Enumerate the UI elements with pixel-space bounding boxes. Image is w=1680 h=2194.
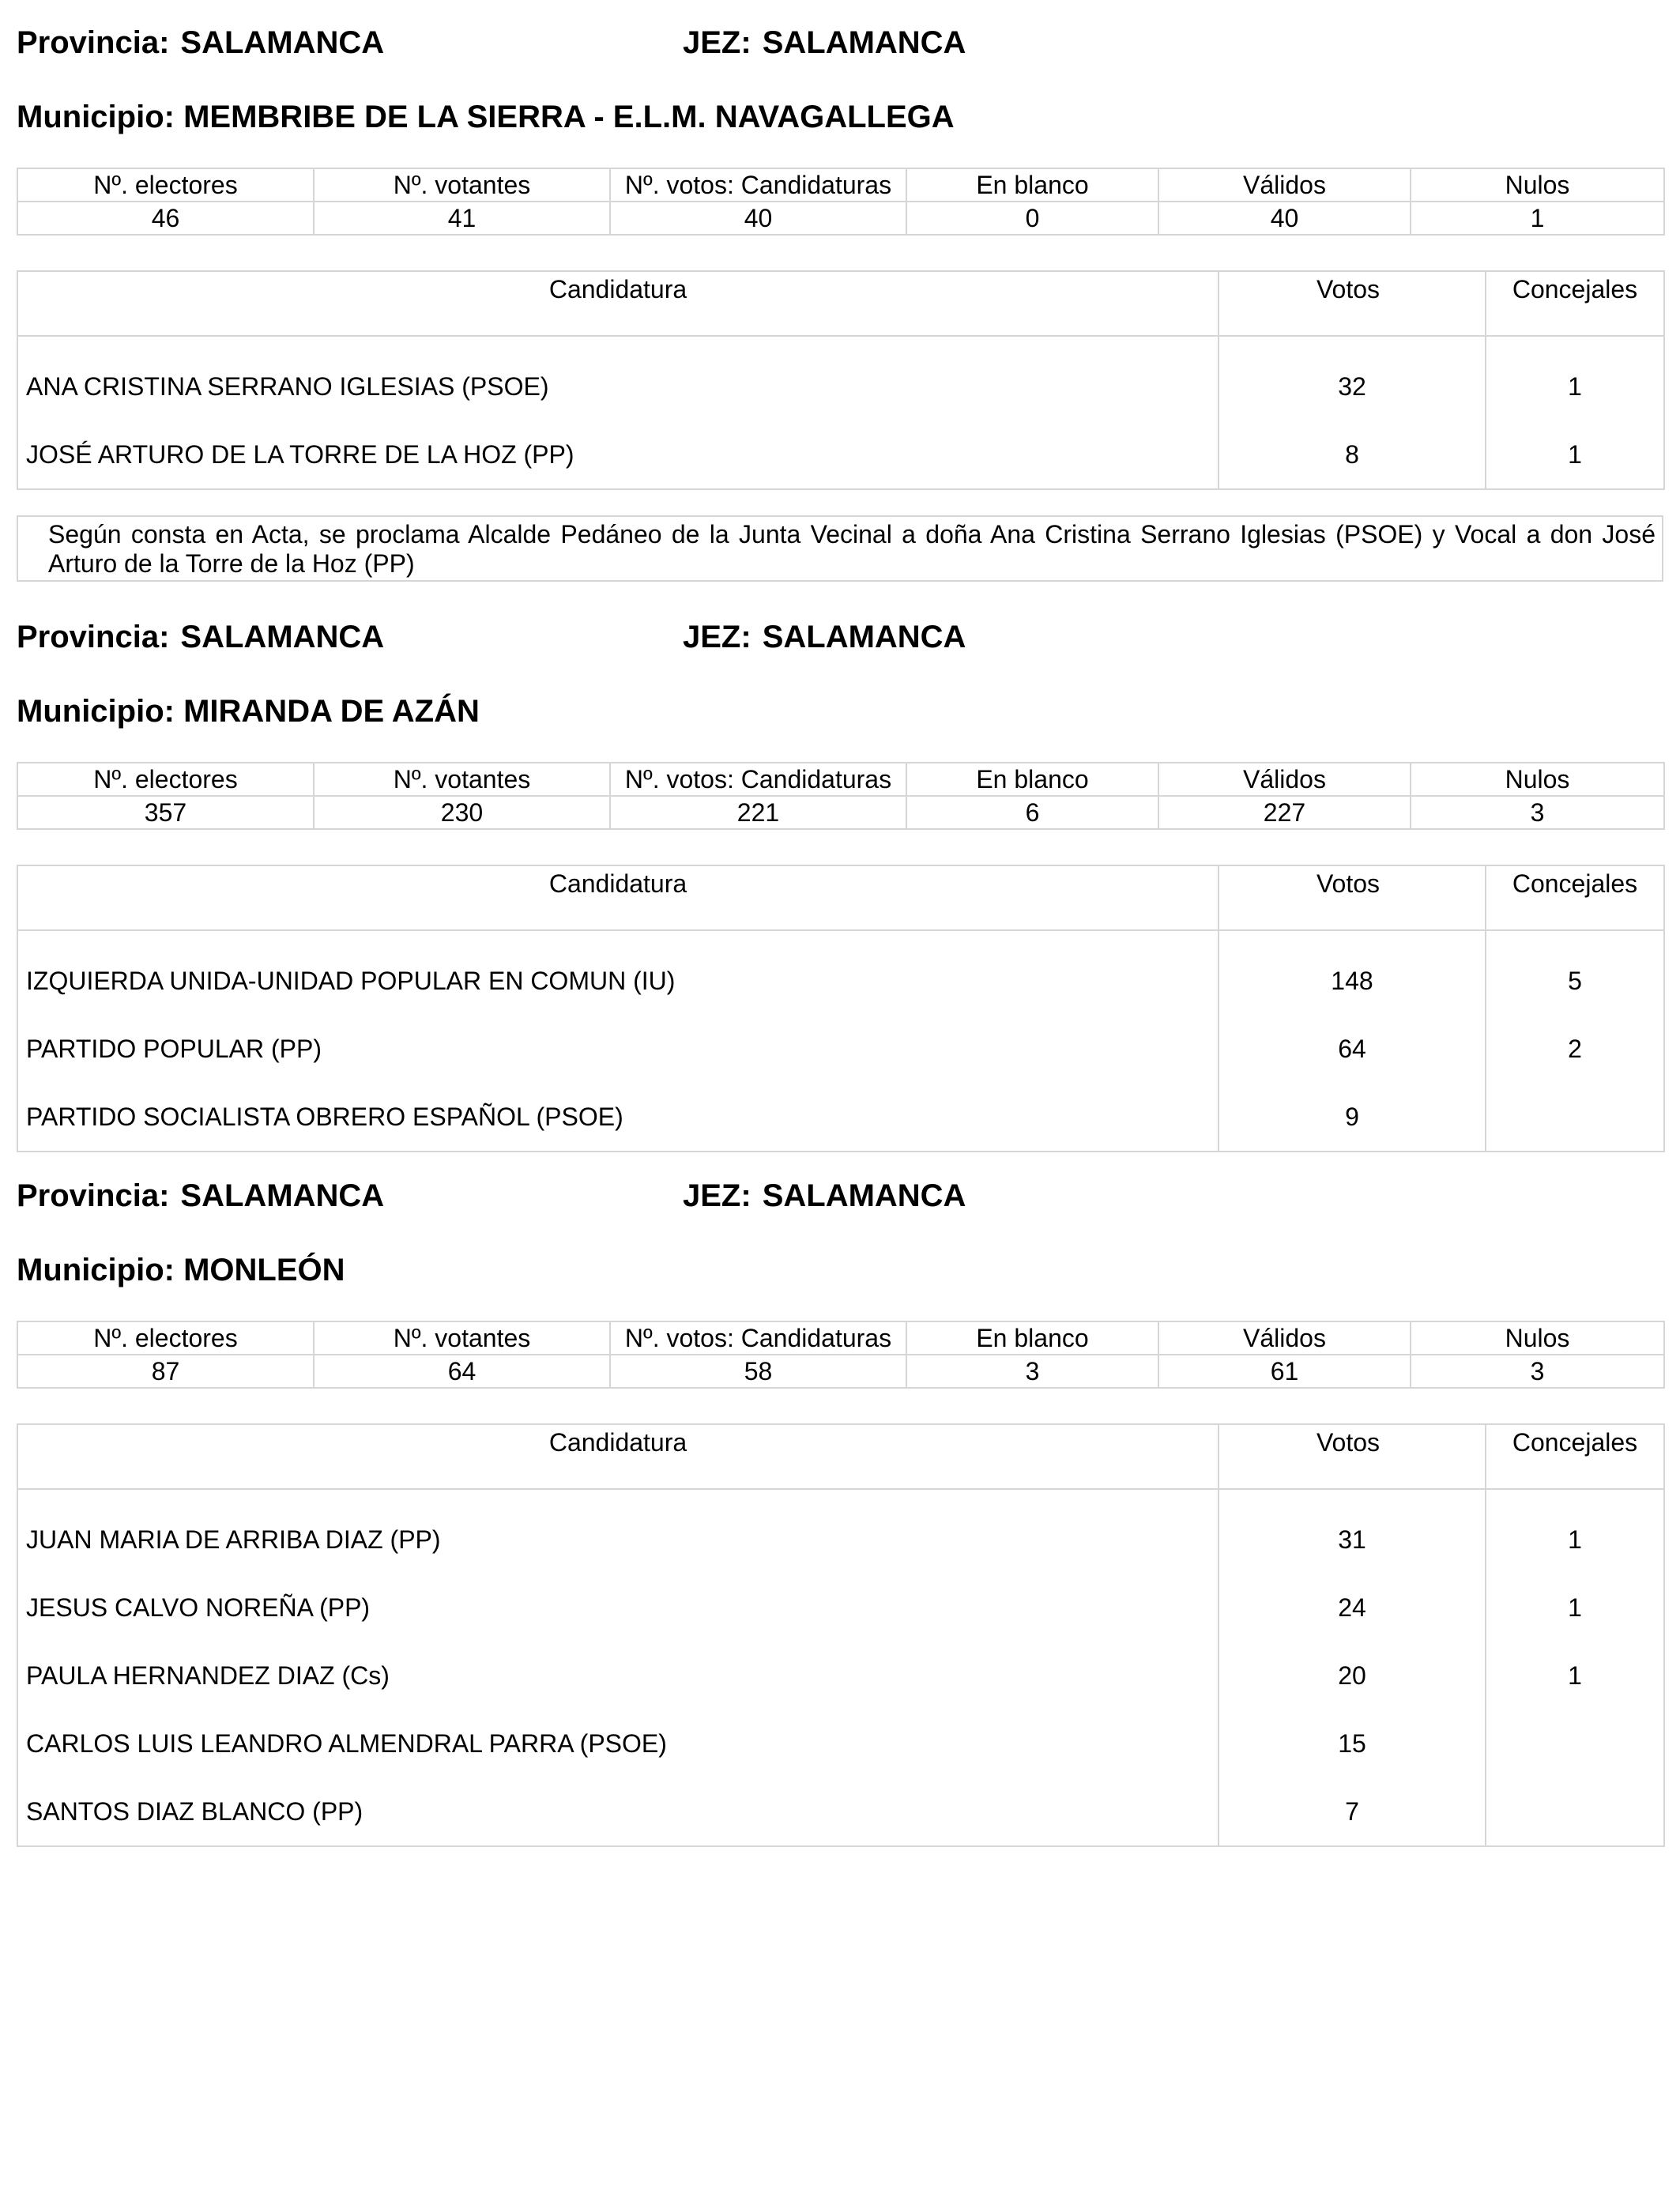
stats-header-votos-candidaturas: Nº. votos: Candidaturas: [610, 1321, 906, 1355]
candidate-name: PARTIDO POPULAR (PP): [17, 1015, 1219, 1083]
candidate-councillors: 1: [1486, 420, 1664, 489]
candidate-name: IZQUIERDA UNIDA-UNIDAD POPULAR EN COMUN (IU): [17, 947, 1219, 1015]
stats-value-validos: 40: [1158, 202, 1411, 235]
stats-value-en-blanco: 0: [906, 202, 1158, 235]
municipio-value: MONLEÓN: [183, 1253, 345, 1287]
candidates-table: [17, 270, 1665, 490]
candidate-row: [17, 1642, 1664, 1710]
stats-value-row: [17, 202, 1664, 235]
concejales-header: Concejales: [1486, 1424, 1664, 1489]
stats-value-validos: 61: [1158, 1355, 1411, 1388]
candidate-votes: 148: [1219, 947, 1486, 1015]
stats-header-en-blanco: En blanco: [906, 1321, 1158, 1355]
provincia-line: [17, 618, 384, 656]
candidates-header-row: [17, 1424, 1664, 1489]
municipio-value: MIRANDA DE AZÁN: [183, 694, 480, 729]
candidate-votes: 31: [1219, 1506, 1486, 1574]
spacer-row: [17, 1489, 1664, 1506]
stats-header-nulos: Nulos: [1411, 763, 1664, 796]
provincia-value: SALAMANCA: [180, 1178, 385, 1213]
candidate-name: SANTOS DIAZ BLANCO (PP): [17, 1777, 1219, 1846]
candidate-councillors: 1: [1486, 1574, 1664, 1642]
candidate-councillors: 1: [1486, 1642, 1664, 1710]
stats-header-en-blanco: En blanco: [906, 763, 1158, 796]
candidate-name: JESUS CALVO NOREÑA (PP): [17, 1574, 1219, 1642]
stats-header-votos-candidaturas: Nº. votos: Candidaturas: [610, 763, 906, 796]
candidate-row: [17, 1574, 1664, 1642]
candidate-row: [17, 1777, 1664, 1846]
jez-value: SALAMANCA: [762, 620, 966, 654]
stats-value-votantes: 41: [314, 202, 610, 235]
candidate-votes: 7: [1219, 1777, 1486, 1846]
jez-value: SALAMANCA: [762, 1178, 966, 1213]
stats-value-electores: 46: [17, 202, 314, 235]
stats-value-en-blanco: 3: [906, 1355, 1158, 1388]
candidate-row: [17, 1083, 1664, 1152]
stats-value-row: [17, 796, 1664, 829]
candidate-councillors: 1: [1486, 352, 1664, 420]
jez-line: [683, 1177, 966, 1215]
stats-value-row: [17, 1355, 1664, 1388]
provincia-line: [17, 24, 384, 62]
provincia-label: Provincia:: [17, 620, 170, 654]
stats-table: [17, 168, 1665, 236]
stats-value-nulos: 3: [1411, 1355, 1664, 1388]
municipio-label: Municipio:: [17, 694, 175, 729]
stats-table: [17, 762, 1665, 830]
candidates-header-row: [17, 271, 1664, 336]
candidatura-header: Candidatura: [17, 865, 1219, 930]
candidates-header-row: [17, 865, 1664, 930]
stats-value-nulos: 1: [1411, 202, 1664, 235]
provincia-value: SALAMANCA: [180, 620, 385, 654]
stats-header-electores: Nº. electores: [17, 763, 314, 796]
candidate-name: PARTIDO SOCIALISTA OBRERO ESPAÑOL (PSOE): [17, 1083, 1219, 1152]
municipio-value: MEMBRIBE DE LA SIERRA - E.L.M. NAVAGALLEGA: [183, 100, 955, 134]
candidate-votes: 15: [1219, 1710, 1486, 1777]
candidate-votes: 8: [1219, 420, 1486, 489]
candidate-row: [17, 1710, 1664, 1777]
candidate-votes: 20: [1219, 1642, 1486, 1710]
candidatura-header: Candidatura: [17, 271, 1219, 336]
candidate-row: [17, 947, 1664, 1015]
stats-header-votantes: Nº. votantes: [314, 168, 610, 202]
candidate-councillors: [1486, 1083, 1664, 1152]
municipio-line: [17, 1251, 345, 1289]
candidate-councillors: 1: [1486, 1506, 1664, 1574]
candidate-councillors: [1486, 1777, 1664, 1846]
candidate-councillors: [1486, 1710, 1664, 1777]
stats-value-en-blanco: 6: [906, 796, 1158, 829]
stats-value-nulos: 3: [1411, 796, 1664, 829]
jez-label: JEZ:: [683, 1178, 751, 1213]
concejales-header: Concejales: [1486, 271, 1664, 336]
jez-value: SALAMANCA: [762, 25, 966, 60]
stats-header-validos: Válidos: [1158, 763, 1411, 796]
candidate-name: CARLOS LUIS LEANDRO ALMENDRAL PARRA (PSOE): [17, 1710, 1219, 1777]
candidate-row: [17, 420, 1664, 489]
stats-value-electores: 87: [17, 1355, 314, 1388]
provincia-label: Provincia:: [17, 25, 170, 60]
stats-value-electores: 357: [17, 796, 314, 829]
candidate-row: [17, 1506, 1664, 1574]
provincia-line: [17, 1177, 384, 1215]
jez-line: [683, 618, 966, 656]
candidatura-header: Candidatura: [17, 1424, 1219, 1489]
provincia-value: SALAMANCA: [180, 25, 385, 60]
stats-value-votantes: 230: [314, 796, 610, 829]
municipio-line: [17, 692, 480, 730]
candidate-votes: 24: [1219, 1574, 1486, 1642]
municipio-label: Municipio:: [17, 100, 175, 134]
candidate-votes: 9: [1219, 1083, 1486, 1152]
stats-header-votos-candidaturas: Nº. votos: Candidaturas: [610, 168, 906, 202]
stats-value-validos: 227: [1158, 796, 1411, 829]
stats-header-electores: Nº. electores: [17, 1321, 314, 1355]
municipio-label: Municipio:: [17, 1253, 175, 1287]
concejales-header: Concejales: [1486, 865, 1664, 930]
stats-value-votos-candidaturas: 58: [610, 1355, 906, 1388]
candidate-row: [17, 1015, 1664, 1083]
stats-table: [17, 1321, 1665, 1389]
spacer-row: [17, 336, 1664, 352]
votos-header: Votos: [1219, 271, 1486, 336]
candidate-name: PAULA HERNANDEZ DIAZ (Cs): [17, 1642, 1219, 1710]
stats-value-votos-candidaturas: 221: [610, 796, 906, 829]
candidate-councillors: 5: [1486, 947, 1664, 1015]
stats-header-row: [17, 168, 1664, 202]
spacer-row: [17, 930, 1664, 947]
stats-header-row: [17, 763, 1664, 796]
stats-header-en-blanco: En blanco: [906, 168, 1158, 202]
stats-header-electores: Nº. electores: [17, 168, 314, 202]
candidate-name: ANA CRISTINA SERRANO IGLESIAS (PSOE): [17, 352, 1219, 420]
jez-label: JEZ:: [683, 25, 751, 60]
candidate-councillors: 2: [1486, 1015, 1664, 1083]
candidate-name: JOSÉ ARTURO DE LA TORRE DE LA HOZ (PP): [17, 420, 1219, 489]
stats-value-votos-candidaturas: 40: [610, 202, 906, 235]
candidates-table: [17, 865, 1665, 1152]
provincia-label: Provincia:: [17, 1178, 170, 1213]
candidates-table: [17, 1423, 1665, 1847]
jez-label: JEZ:: [683, 620, 751, 654]
stats-header-nulos: Nulos: [1411, 168, 1664, 202]
stats-header-nulos: Nulos: [1411, 1321, 1664, 1355]
jez-line: [683, 24, 966, 62]
stats-header-validos: Válidos: [1158, 168, 1411, 202]
municipio-line: [17, 98, 955, 136]
stats-header-votantes: Nº. votantes: [314, 1321, 610, 1355]
candidate-row: [17, 352, 1664, 420]
stats-header-validos: Válidos: [1158, 1321, 1411, 1355]
stats-header-votantes: Nº. votantes: [314, 763, 610, 796]
votos-header: Votos: [1219, 1424, 1486, 1489]
candidate-votes: 32: [1219, 352, 1486, 420]
stats-header-row: [17, 1321, 1664, 1355]
stats-value-votantes: 64: [314, 1355, 610, 1388]
proclamation-note: Según consta en Acta, se proclama Alcalde Pedáneo de la Junta Vecinal a doña Ana Cristina Serrano Iglesias (PSOE) y Vocal a don José Arturo de la Torre de la Hoz (PP): [17, 515, 1663, 582]
votos-header: Votos: [1219, 865, 1486, 930]
candidate-name: JUAN MARIA DE ARRIBA DIAZ (PP): [17, 1506, 1219, 1574]
candidate-votes: 64: [1219, 1015, 1486, 1083]
